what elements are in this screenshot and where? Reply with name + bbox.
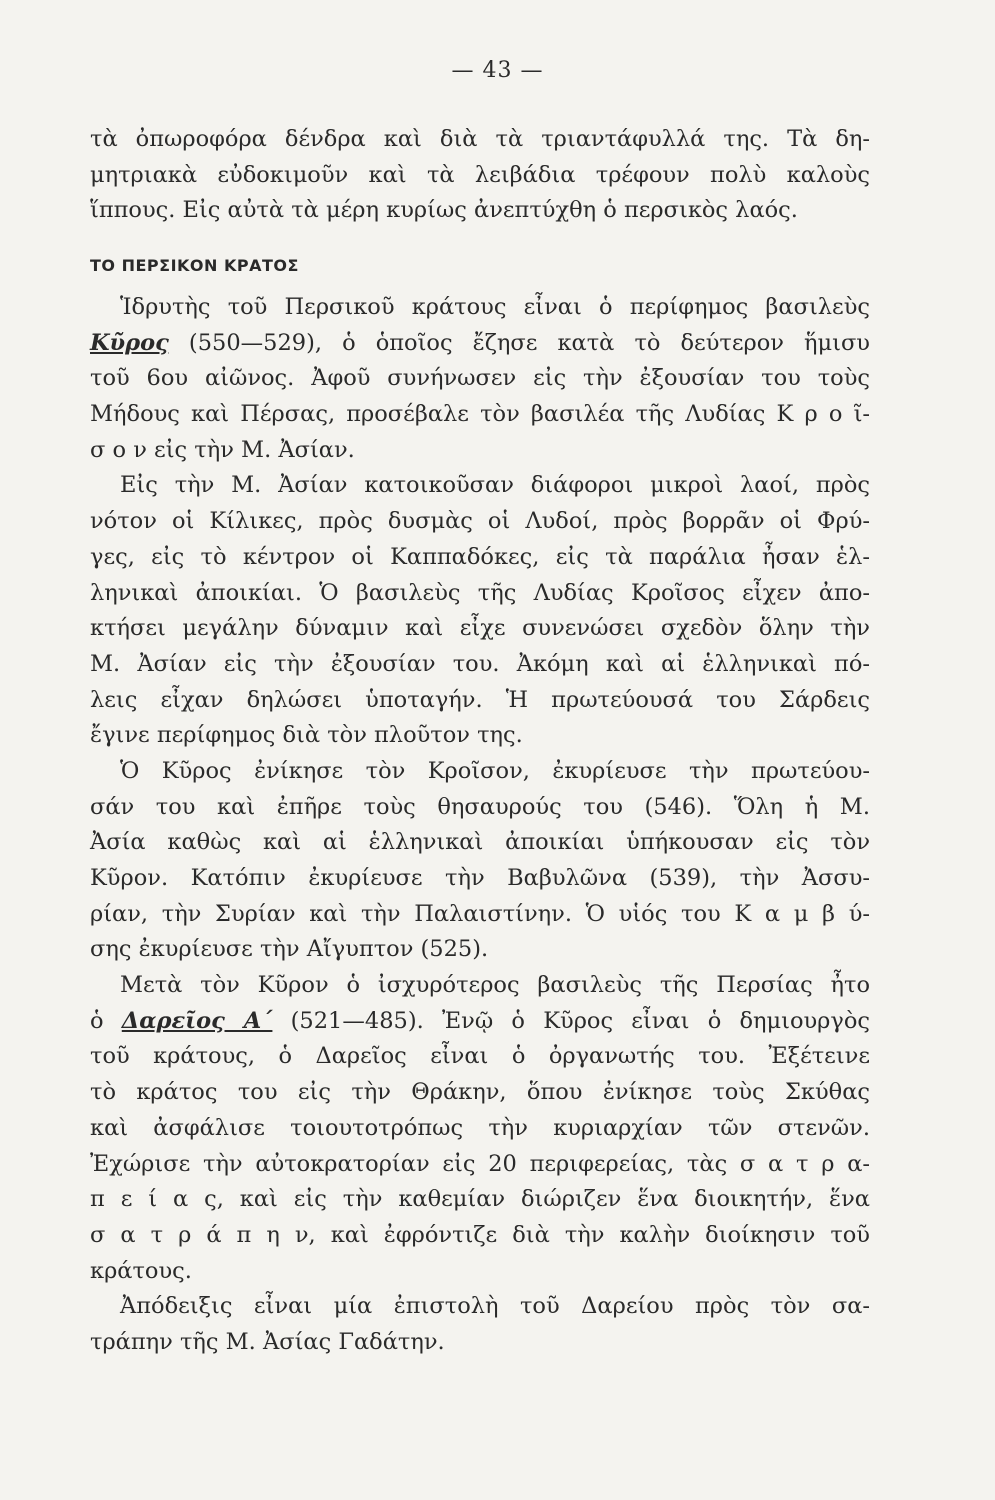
text-line: τοῦ 6ου αἰῶνος. Ἀφοῦ συνήνωσεν εἰς τὴν ἐξουσίαν του τοὺς xyxy=(90,365,870,392)
text-line: σ α τ ρ ά π η ν, καὶ ἐφρόντιζε διὰ τὴν καλὴν διοίκησιν τοῦ xyxy=(90,1221,870,1248)
text-line: ρίαν, τὴν Συρίαν καὶ τὴν Παλαιστίνην. Ὁ υἱός του Κ α μ β ύ- xyxy=(90,900,870,927)
text-line: μητριακὰ εὐδοκιμοῦν καὶ τὰ λειβάδια τρέφουν πολὺ καλοὺς xyxy=(90,161,870,188)
text-line: σ ο ν εἰς τὴν Μ. Ἀσίαν. xyxy=(90,436,355,463)
text-line: κράτους. xyxy=(90,1257,192,1284)
text-span: ὁ xyxy=(90,1007,122,1034)
name-dareios: Δαρεῖος Α΄ xyxy=(121,1007,273,1034)
text-line: Ἀσία καθὼς καὶ αἱ ἑλληνικαὶ ἀποικίαι ὑπήκουσαν εἰς τὸν xyxy=(90,829,870,856)
page-number: — 43 — xyxy=(451,58,544,83)
text-line: γες, εἰς τὸ κέντρον οἱ Καππαδόκες, εἰς τὰ παράλια ἦσαν ἑλ- xyxy=(90,543,870,570)
intro-paragraph xyxy=(90,122,870,229)
text-line: σάν του καὶ ἐπῆρε τοὺς θησαυρούς του (546). Ὅλη ἡ Μ. xyxy=(90,793,870,820)
text-line: Μ. Ἀσίαν εἰς τὴν ἐξουσίαν του. Ἀκόμη καὶ αἱ ἑλληνικαὶ πό- xyxy=(90,650,870,677)
text-line: τοῦ κράτους, ὁ Δαρεῖος εἶναι ὁ ὀργανωτής του. Ἐξέτεινε xyxy=(90,1043,870,1070)
text-line: Ὁ Κῦρος ἐνίκησε τὸν Κροῖσον, ἐκυρίευσε τὴν πρωτεύου- xyxy=(120,757,870,784)
text-line: τράπην τῆς Μ. Ἀσίας Γαδάτην. xyxy=(90,1328,445,1355)
text-line: καὶ ἀσφάλισε τοιουτοτρόπως τὴν κυριαρχίαν τῶν στενῶν. xyxy=(90,1114,870,1141)
text-line: Κῦρον. Κατόπιν ἐκυρίευσε τὴν Βαβυλῶνα (539), τὴν Ἀσσυ- xyxy=(90,865,870,891)
text-line: τὰ ὀπωροφόρα δένδρα καὶ διὰ τὰ τριαντάφυλλά της. Τὰ δη- xyxy=(90,126,870,152)
name-kyros: Κῦρος xyxy=(90,329,169,356)
section-heading: ΤΟ ΠΕΡΣΙΚΟΝ ΚΡΑΤΟΣ xyxy=(90,256,299,275)
text-line: Εἰς τὴν Μ. Ἀσίαν κατοικοῦσαν διάφοροι μικροὶ λαοί, πρὸς xyxy=(120,472,870,499)
text-line: σης ἐκυρίευσε τὴν Αἴγυπτον (525). xyxy=(90,936,489,963)
text-line: κτήσει μεγάλην δύναμιν καὶ εἶχε συνενώσει σχεδὸν ὅλην τὴν xyxy=(90,615,870,642)
text-line: Μετὰ τὸν Κῦρον ὁ ἰσχυρότερος βασιλεὺς τῆς Περσίας ἦτο xyxy=(120,972,870,999)
text-line: ληνικαὶ ἀποικίαι. Ὁ βασιλεὺς τῆς Λυδίας Κροῖσος εἶχεν ἀπο- xyxy=(90,579,870,606)
text-line: Μήδους καὶ Πέρσας, προσέβαλε τὸν βασιλέα τῆς Λυδίας Κ ρ ο ῖ- xyxy=(90,401,870,428)
text-line: Ἀπόδειξις εἶναι μία ἐπιστολὴ τοῦ Δαρείου πρὸς τὸν σα- xyxy=(120,1293,870,1320)
text-span: (521—485). Ἐνῷ ὁ Κῦρος εἶναι ὁ δημιουργὸς xyxy=(272,1007,870,1034)
text-line: ἔγινε περίφημος διὰ τὸν πλοῦτον της. xyxy=(90,722,523,749)
text-line: λεις εἶχαν δηλώσει ὑποταγήν. Ἡ πρωτεύουσά του Σάρδεις xyxy=(90,686,870,713)
text-line: νότον οἱ Κίλικες, πρὸς δυσμὰς οἱ Λυδοί, πρὸς βορρᾶν οἱ Φρύ- xyxy=(90,508,870,535)
text-line: τὸ κράτος του εἰς τὴν Θράκην, ὅπου ἐνίκησε τοὺς Σκύθας xyxy=(90,1079,870,1106)
text-line: ἵππους. Εἰς αὐτὰ τὰ μέρη κυρίως ἀνεπτύχθη ὁ περσικὸς λαός. xyxy=(90,197,798,224)
text-line xyxy=(90,326,870,362)
text-line: Ἱδρυτὴς τοῦ Περσικοῦ κράτους εἶναι ὁ περίφημος βασιλεὺς xyxy=(120,294,870,320)
section-body xyxy=(90,290,870,1361)
text-line xyxy=(90,1004,870,1040)
text-span: (550—529), ὁ ὁποῖος ἔζησε κατὰ τὸ δεύτερον ἥμισυ xyxy=(168,329,870,356)
text-line: π ε ί α ς, καὶ εἰς τὴν καθεμίαν διώριζεν ἕνα διοικητήν, ἕνα xyxy=(90,1186,870,1213)
text-line: Ἐχώρισε τὴν αὐτοκρατορίαν εἰς 20 περιφερείας, τὰς σ α τ ρ α- xyxy=(90,1150,870,1177)
